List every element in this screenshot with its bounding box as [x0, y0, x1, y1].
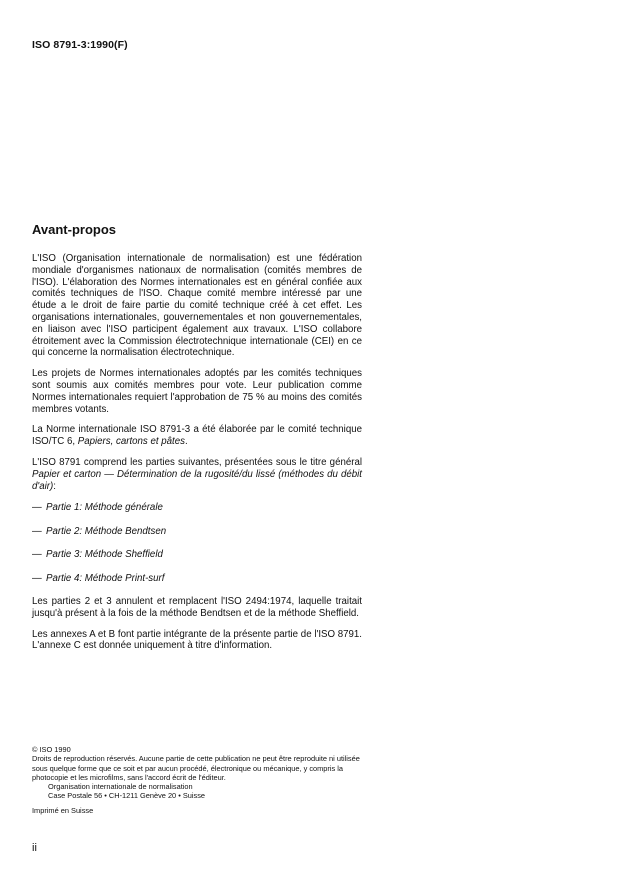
list-item — [32, 549, 362, 561]
committee-text: La Norme internationale ISO 8791-3 a été élaborée par le comité technique ISO/TC 6, — [32, 424, 362, 448]
list-item — [32, 502, 362, 514]
part-label: Partie 3: Méthode Sheffield — [46, 549, 163, 561]
copyright-notice: © ISO 1990 — [32, 745, 71, 754]
postal-address: Case Postale 56 • CH-1211 Genève 20 • Suisse — [48, 791, 206, 801]
part-label: Partie 4: Méthode Print-surf — [46, 572, 165, 584]
committee-name: Papiers, cartons et pâtes — [77, 436, 185, 448]
paragraph-parts-intro — [32, 457, 362, 492]
rights-statement: Droits de reproduction réservés. Aucune partie de cette publication ne peut être reproduite ni utilisée sous quelque forme que ce soit et par aucun procédé, électronique ou mécanique, y compris la photocopie et les microfilms, sans l'accord écrit de l'éditeur. — [32, 754, 360, 782]
list-dash: — — [32, 549, 42, 561]
parts-list — [32, 502, 362, 584]
paragraph-annexes: Les annexes A et B font partie intégrante de la présente partie de l'ISO 8791. L'annexe C est donnée uniquement à titre d'information. — [32, 628, 362, 652]
paragraph-draft-approval: Les projets de Normes internationales adoptés par les comités techniques sont soumis aux comités membres pour vote. Leur publication comme Normes internationales requiert l'approbation de 75 % au moins des comités membres votants. — [32, 368, 362, 415]
parts-intro-end: : — [53, 480, 56, 492]
copyright-footer — [32, 745, 362, 815]
paragraph-iso-overview: L'ISO (Organisation internationale de normalisation) est une fédération mondiale d'organismes nationaux de normalisation (comités membres de l'ISO). L'élaboration des Normes internationales est en général confiée aux comités techniques de l'ISO. Chaque comité membre intéressé par une étude a le droit de faire partie du comité technique créé à cet effet. Les organisations internationales, gouvernementales et non gouvernementales, en liaison avec l'ISO participent également aux travaux. L'ISO collabore étroitement avec la Commission électrotechnique internationale (CEI) en ce qui concerne la normalisation électrotechnique. — [32, 253, 362, 359]
foreword-title: Avant-propos — [32, 222, 117, 237]
foreword-section — [32, 222, 362, 661]
committee-end: . — [184, 436, 188, 448]
document-identifier: ISO 8791-3:1990(F) — [32, 39, 128, 51]
list-dash: — — [32, 502, 42, 514]
list-item — [32, 526, 362, 538]
paragraph-replacement: Les parties 2 et 3 annulent et remplacent l'ISO 2494:1974, laquelle traitait jusqu'à présent à la fois de la méthode Bendtsen et de la méthode Sheffield. — [32, 595, 362, 619]
parts-intro-text: L'ISO 8791 comprend les parties suivantes, présentées sous le titre général — [32, 456, 362, 468]
list-dash: — — [32, 572, 42, 584]
part-label: Partie 1: Méthode générale — [46, 502, 163, 514]
general-title: Papier et carton — Détermination de la rugosité/du lissé (méthodes du débit d'air) — [32, 468, 362, 492]
organisation-name: Organisation internationale de normalisation — [48, 782, 193, 792]
list-item — [32, 573, 362, 585]
page-number: ii — [32, 842, 37, 854]
printed-in: Imprimé en Suisse — [32, 805, 94, 815]
list-dash: — — [32, 525, 42, 537]
paragraph-technical-committee — [32, 424, 362, 448]
part-label: Partie 2: Méthode Bendtsen — [46, 525, 167, 537]
